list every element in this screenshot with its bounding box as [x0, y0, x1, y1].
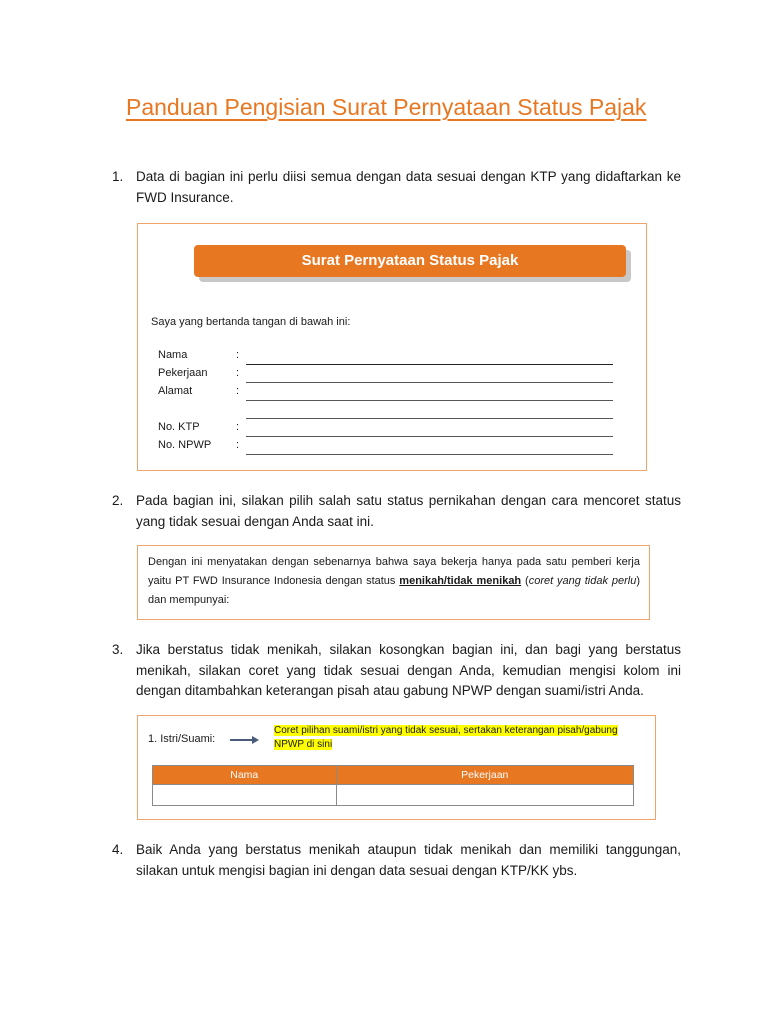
declaration-before: Dengan ini menyatakan dengan sebenarnya bahwa saya bekerja hanya pada satu pemberi kerja yaitu PT FWD Insurance Indonesia dengan status [148, 556, 640, 587]
declaration-text [148, 553, 640, 610]
form-banner: Surat Pernyataan Status Pajak [194, 245, 626, 277]
step-text: Baik Anda yang berstatus menikah ataupun tidak menikah dan memiliki tanggungan, silakan untuk mengisi bagian ini dengan data sesuai dengan KTP/KK ybs. [136, 842, 681, 878]
form-intro: Saya yang bertanda tangan di bawah ini: [151, 316, 351, 328]
field-label-alamat: Alamat [158, 385, 193, 397]
field-label-npwp: No. NPWP [158, 439, 212, 451]
field-line-npwp[interactable] [246, 454, 613, 455]
table-cell-pekerjaan[interactable] [336, 785, 634, 806]
step-text: Jika berstatus tidak menikah, silakan kosongkan bagian ini, dan bagi yang berstatus menikah, silakan coret yang tidak sesuai dengan Anda, kemudian mengisi kolom ini dengan ditambahkan keterangan pisah atau gabung NPWP dengan suami/istri Anda. [136, 642, 681, 698]
spouse-table [152, 765, 634, 806]
arrow-right-icon [230, 735, 260, 745]
field-line-ktp[interactable] [246, 436, 613, 437]
step-number: 2. [112, 493, 124, 508]
field-colon: : [236, 367, 240, 379]
field-line-nama[interactable] [246, 364, 613, 365]
field-colon: : [236, 421, 240, 433]
field-colon: : [236, 385, 240, 397]
field-label-ktp: No. KTP [158, 421, 200, 433]
field-label-pekerjaan: Pekerjaan [158, 367, 208, 379]
step-number: 1. [112, 169, 124, 184]
column-header-pekerjaan: Pekerjaan [336, 766, 634, 785]
step-number: 3. [112, 642, 124, 657]
declaration-note: coret yang tidak perlu [528, 575, 637, 587]
page-title: Panduan Pengisian Surat Pernyataan Status Pajak [126, 94, 647, 120]
field-line-pekerjaan[interactable] [246, 382, 613, 383]
column-header-nama: Nama [153, 766, 337, 785]
table-row [153, 785, 634, 806]
marital-status: menikah/tidak menikah [399, 575, 522, 587]
spouse-instruction [274, 724, 634, 752]
declaration-paren: ( [521, 575, 529, 587]
table-header-row [153, 766, 634, 785]
highlighted-instruction: Coret pilihan suami/istri yang tidak sesuai, sertakan keterangan pisah/gabung NPWP di sini [274, 725, 618, 750]
field-line-alamat[interactable] [246, 400, 613, 401]
field-label-nama: Nama [158, 349, 188, 361]
step-text: Pada bagian ini, silakan pilih salah satu status pernikahan dengan cara mencoret status yang tidak sesuai dengan Anda saat ini. [136, 493, 681, 529]
step-number: 4. [112, 842, 124, 857]
step-text: Data di bagian ini perlu diisi semua dengan data sesuai dengan KTP yang didaftarkan ke FWD Insurance. [136, 169, 681, 205]
field-colon: : [236, 439, 240, 451]
field-colon: : [236, 349, 240, 361]
declaration-after: ) dan mempunyai: [148, 575, 640, 606]
table-cell-nama[interactable] [153, 785, 337, 806]
spouse-label: 1. Istri/Suami: [148, 733, 216, 745]
field-line-alamat-2[interactable] [246, 418, 613, 419]
